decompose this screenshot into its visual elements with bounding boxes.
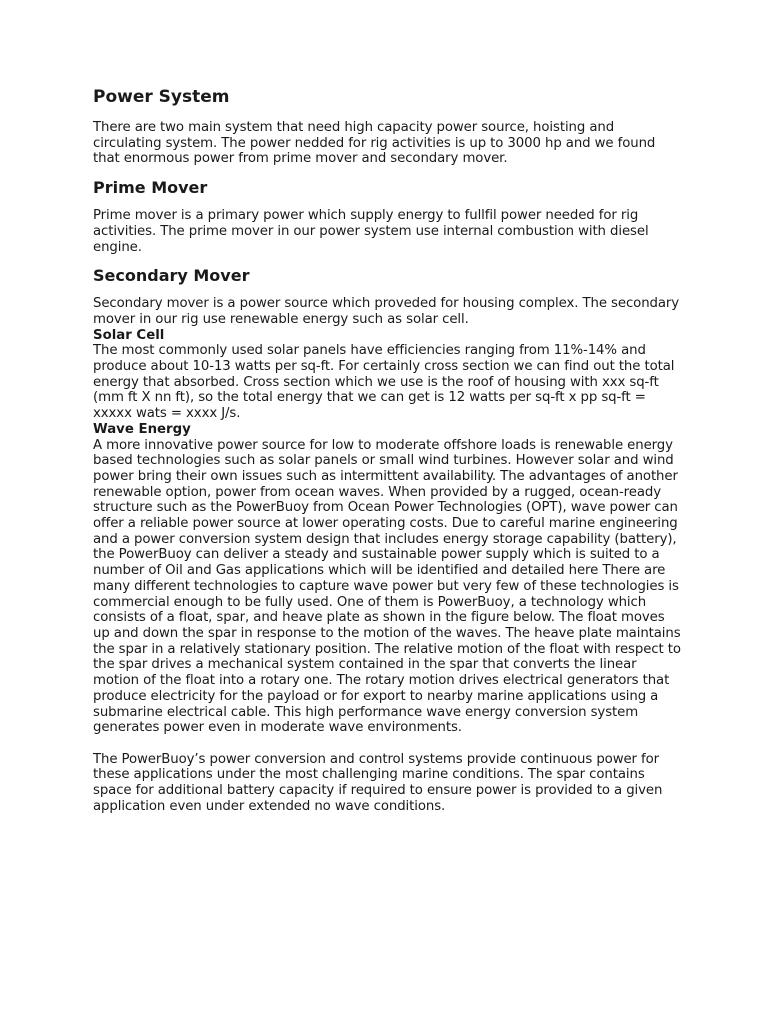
powerbuoy-paragraph: The PowerBuoy’s power conversion and control systems provide continuous power for these applications under the most challenging marine conditions. The spar contains space for additional battery capacity if required to ensure power is provided to a given application even under extended no wave conditions. [93,751,663,814]
prime-mover-heading: Prime Mover [93,178,208,198]
prime-mover-paragraph: Prime mover is a primary power which supply energy to fullfil power needed for rig activities. The prime mover in our power system use internal combustion with diesel engine. [93,208,649,255]
page-title: Power System [93,87,230,107]
wave-energy-heading: Wave Energy [93,421,191,437]
secondary-mover-heading: Secondary Mover [93,266,250,286]
solar-cell-paragraph: The most commonly used solar panels have efficiencies ranging from 11%-14% and produce about 10-13 watts per sq-ft. For certainly cross section we can find out the total energy that absorbed. Cross section which we use is the roof of housing with xxx sq-ft (mm ft X nn ft), so the total energy that we can get is 12 watts per sq-ft x pp sq-ft = xxxxx wats = xxxx J/s. [93,343,675,422]
wave-energy-paragraph: A more innovative power source for low to moderate offshore loads is renewable energy based technologies such as solar panels or small wind turbines. However solar and wind power bring their own issues such as intermittent availability. The advantages of another renewable option, power from ocean waves. When provided by a rugged, ocean-ready structure such as the PowerBuoy from Ocean Power Technologies (OPT), wave power can offer a reliable power source at lower operating costs. Due to careful marine engineering and a power conversion system design that includes energy storage capability (battery), the PowerBuoy can deliver a steady and sustainable power supply which is suited to a number of Oil and Gas applications which will be identified and detailed here There are many different technologies to capture wave power but very few of these technologies is commercial enough to be fully used. One of them is PowerBuoy, a technology which consists of a float, spar, and heave plate as shown in the figure below. The float moves up and down the spar in response to the motion of the waves. The heave plate maintains the spar in a relatively stationary position. The relative motion of the float with respect to the spar drives a mechanical system contained in the spar that converts the linear motion of the float into a rotary one. The rotary motion drives electrical generators that produce electricity for the payload or for export to nearby marine applications using a submarine electrical cable. This high performance wave energy conversion system generates power even in moderate wave environments. [93,437,681,736]
paragraph-spacer [93,736,683,752]
document-body [93,86,683,814]
intro-paragraph: There are two main system that need high capacity power source, hoisting and circulating system. The power nedded for rig activities is up to 3000 hp and we found that enormous power from prime mover and secondary mover. [93,120,656,167]
solar-cell-heading: Solar Cell [93,327,165,343]
secondary-mover-paragraph: Secondary mover is a power source which proveded for housing complex. The secondary mover in our rig use renewable energy such as solar cell. [93,296,680,327]
